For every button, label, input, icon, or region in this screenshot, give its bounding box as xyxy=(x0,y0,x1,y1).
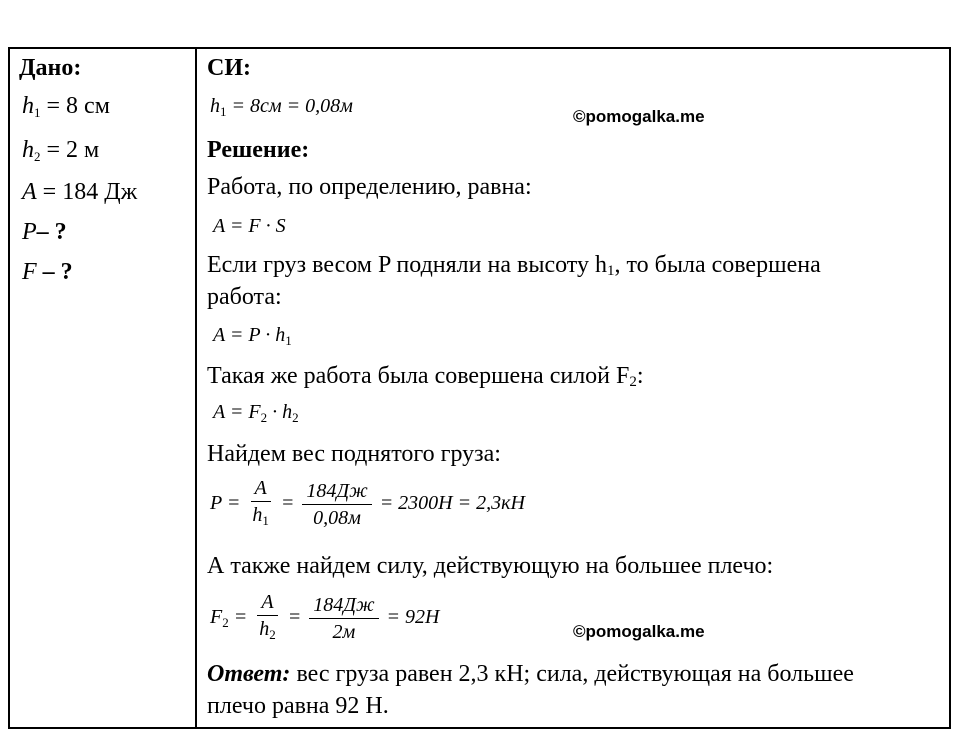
answer-line-1: Ответ: вес груза равен 2,3 кН; сила, действующая на большее xyxy=(207,661,854,687)
given-find-F: F – ? xyxy=(22,259,73,285)
given-work: A = 184 Дж xyxy=(22,179,138,205)
solution-line-1: Работа, по определению, равна: xyxy=(207,174,532,200)
si-conversion: $h_1 = 8см = 0,08м$ xyxy=(210,95,353,119)
formula-work-force: $A = F_2 \cdot h_2$ xyxy=(213,401,299,425)
given-h1: $h_1 = 8$ см xyxy=(22,93,110,120)
formula-work-weight: $A = P \cdot h_1$ xyxy=(213,324,292,348)
formula-force-calc: $F_2$ = $\frac{A}{h_2}$ = $\frac{184Дж}{2м}$ = 92H xyxy=(210,591,440,643)
solution-table xyxy=(8,47,951,729)
solution-line-2: Если груз весом P подняли на высоту $h_1$, то была совершена xyxy=(207,252,821,279)
solution-line-5: А также найдем силу, действующую на большее плечо: xyxy=(207,553,774,579)
solution-line-2-cont: работа: xyxy=(207,284,282,310)
watermark-bottom: ©pomogalka.me xyxy=(573,622,705,641)
given-h2: $h_2 = 2$ м xyxy=(22,137,100,164)
given-header: Дано: xyxy=(19,55,82,81)
formula-work-definition: A = F · S xyxy=(213,215,286,237)
solution-header: Решение: xyxy=(207,137,310,163)
si-header: СИ: xyxy=(207,55,251,81)
column-divider xyxy=(195,49,197,727)
given-find-P: P– ? xyxy=(22,219,67,245)
formula-weight-calc: P = $\frac{A}{h_1}$ = $\frac{184Дж}{0,08м}$ = 2300H = 2,3кH xyxy=(210,477,525,529)
solution-line-4: Найдем вес поднятого груза: xyxy=(207,441,501,467)
solution-line-3: Такая же работа была совершена силой $F_2$: xyxy=(207,363,644,390)
answer-line-2: плечо равна 92 Н. xyxy=(207,693,389,719)
watermark-top: ©pomogalka.me xyxy=(573,107,705,126)
